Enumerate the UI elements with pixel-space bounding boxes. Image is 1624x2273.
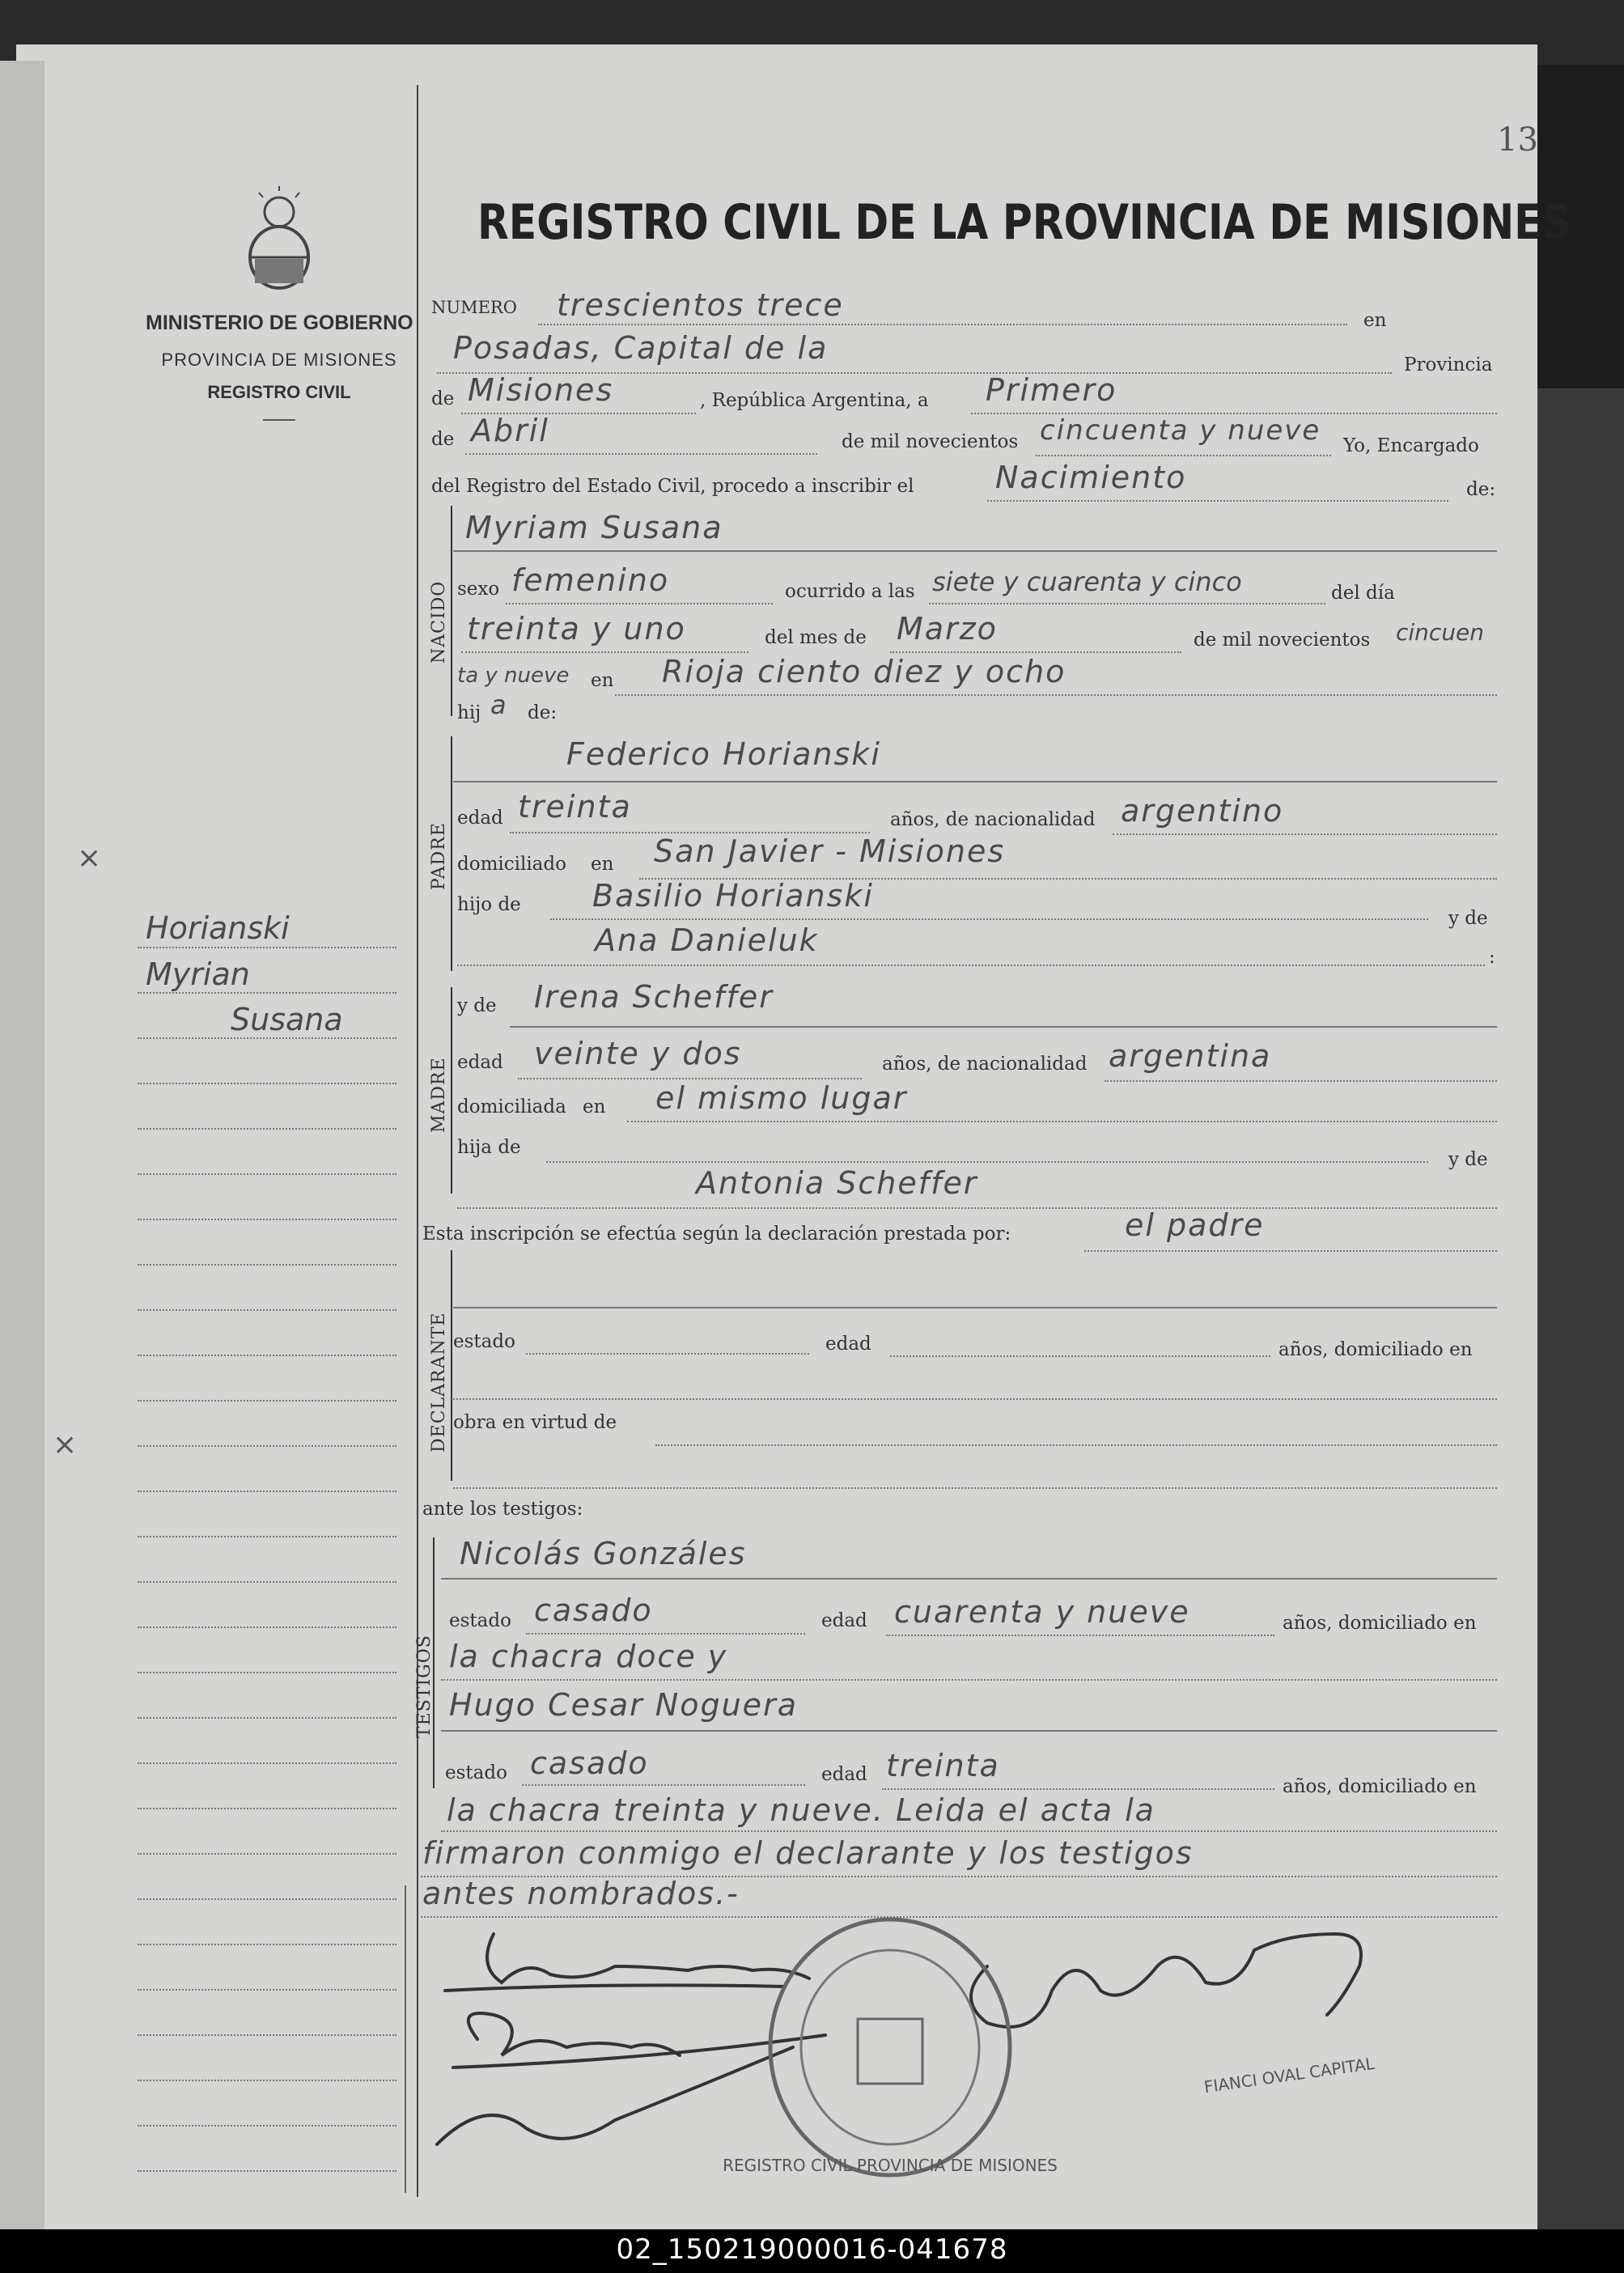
de-label-2: de: [431, 429, 455, 450]
mother-name-line: [510, 1026, 1497, 1028]
numero-value: trescientos trece: [557, 287, 844, 323]
declarante-name-line: [453, 1307, 1497, 1308]
child-name: Myriam Susana: [465, 510, 723, 545]
father-name: Federico Horianski: [566, 736, 881, 772]
hija-label-3: de:: [528, 702, 558, 723]
padre-bracket: [451, 736, 452, 971]
declarante-anios-label: años, domiciliado en: [1278, 1339, 1473, 1360]
en-label: en: [1363, 310, 1387, 331]
w2-edad-label: edad: [821, 1764, 867, 1785]
w1-estado-line: [526, 1633, 805, 1635]
witness1-name-line: [441, 1578, 1497, 1580]
declaracion-line: [1084, 1250, 1497, 1253]
coat-of-arms-icon: [235, 186, 324, 291]
margin-ruled-line: [138, 1445, 396, 1448]
margin-ruled-line: [138, 1355, 396, 1357]
hija-label-1: hij: [457, 702, 481, 723]
padre-nac-value: argentino: [1121, 793, 1284, 829]
sexo-label: sexo: [457, 579, 500, 600]
margin-note-middlename: Susana: [231, 1002, 343, 1037]
ministry-registry: REGISTRO CIVIL: [207, 382, 351, 402]
declarante-obra-line-2: [453, 1487, 1497, 1490]
father-mother-name: Ana Danieluk: [595, 922, 819, 958]
mes-value: Marzo: [897, 611, 998, 647]
madre-hija-line: [546, 1161, 1428, 1164]
father-name-line: [453, 781, 1497, 782]
closing-line-2: firmaron conmigo el declarante y los testigos: [422, 1835, 1194, 1871]
margin-ruled-line: [138, 1309, 396, 1312]
margin-ruled-line: [138, 1898, 396, 1901]
margin-ruled-line: [138, 1989, 396, 1991]
margin-ruled-line: [138, 947, 396, 949]
padre-edad-value: treinta: [518, 789, 632, 825]
margin-ruled-line: [138, 1128, 396, 1130]
madre-section-label: MADRE: [429, 1057, 449, 1133]
margin-ruled-line: [138, 2125, 396, 2127]
del-dia-label: del día: [1331, 583, 1395, 604]
declarante-section-label: DECLARANTE: [429, 1312, 449, 1452]
place-value: Posadas, Capital de la: [453, 330, 829, 366]
month-value: Abril: [471, 413, 549, 448]
encargado-label: Yo, Encargado: [1343, 435, 1479, 456]
numero-line: [538, 324, 1347, 326]
margin-ruled-line: [138, 1173, 396, 1176]
w1-edad: cuarenta y nueve: [894, 1594, 1190, 1630]
hora-value: siete y cuarenta y cinco: [932, 566, 1242, 597]
nacido-bracket: [451, 506, 452, 716]
child-name-line: [453, 550, 1497, 552]
lugar-en-label: en: [591, 670, 614, 691]
ocurrido-label: ocurrido a las: [785, 581, 915, 602]
declarante-edad-label: edad: [825, 1334, 871, 1355]
witness1-name: Nicolás Gonzáles: [460, 1536, 747, 1571]
margin-ruled-line: [138, 1717, 396, 1720]
padre-dom-en-label: en: [591, 854, 614, 875]
page-title: REGISTRO CIVIL DE LA PROVINCIA DE MISIONES: [477, 194, 1571, 251]
declarante-dom-line: [453, 1398, 1497, 1401]
act-line: [987, 500, 1448, 503]
madre-bracket: [451, 987, 452, 1194]
de-label-1: de: [431, 388, 455, 409]
ministry-title: MINISTERIO DE GOBIERNO: [146, 312, 413, 334]
margin-ruled-line: [138, 1400, 396, 1402]
province-value: Misiones: [468, 372, 614, 408]
testigos-intro: ante los testigos:: [422, 1499, 583, 1520]
margin-ruled-line: [138, 2080, 396, 2082]
year-line: [1036, 455, 1331, 457]
padre-colon: :: [1489, 947, 1495, 968]
year-label: de mil novecientos: [842, 431, 1019, 452]
footer-label: 02_150219000016-041678: [616, 2233, 1008, 2266]
padre-section-label: PADRE: [429, 822, 449, 890]
mother-mother-line: [457, 1207, 1497, 1210]
declarante-obra-line: [655, 1444, 1497, 1447]
margin-ruled-line: [138, 1853, 396, 1855]
day-value: Primero: [986, 372, 1117, 408]
father-father-name: Basilio Horianski: [592, 878, 874, 914]
w1-anios-label: años, domiciliado en: [1283, 1613, 1477, 1634]
declaracion-value: el padre: [1125, 1207, 1265, 1243]
padre-dom-value: San Javier - Misiones: [654, 833, 1006, 869]
w1-edad-line: [886, 1635, 1274, 1637]
margin-mark-2: ⨯: [53, 1428, 78, 1461]
year-value: cincuenta y nueve: [1040, 414, 1321, 447]
father-father-line: [550, 918, 1428, 921]
w2-estado-line: [522, 1784, 805, 1787]
hija-label-2: a: [490, 689, 508, 720]
padre-hijo-label: hijo de: [457, 894, 521, 915]
w2-estado: casado: [530, 1745, 649, 1781]
hora-line: [929, 603, 1325, 605]
act-value: Nacimiento: [995, 460, 1187, 495]
closing-line-3: antes nombrados.-: [422, 1876, 740, 1911]
margin-ruled-line: [138, 1581, 396, 1584]
madre-edad-value: veinte y dos: [534, 1036, 742, 1071]
margin-ruled-line: [138, 1672, 396, 1674]
padre-nac-line: [1113, 833, 1497, 836]
padre-nac-label: años, de nacionalidad: [890, 809, 1096, 830]
sexo-line: [506, 603, 773, 605]
adjacent-page-edge: [0, 61, 45, 2245]
witness2-name: Hugo Cesar Noguera: [449, 1687, 798, 1723]
madre-hija-label: hija de: [457, 1137, 521, 1158]
madre-nac-line: [1105, 1080, 1497, 1083]
de-colon-label: de:: [1466, 479, 1496, 500]
declarante-obra-label: obra en virtud de: [453, 1412, 617, 1433]
madre-dom-en-label: en: [583, 1096, 606, 1117]
margin-ruled-line: [138, 1808, 396, 1810]
w1-estado: casado: [534, 1592, 653, 1628]
lugar-line: [615, 694, 1497, 697]
padre-yde-label: y de: [1448, 908, 1488, 929]
w2-edad: treinta: [886, 1748, 1000, 1783]
w1-dom-line: [441, 1679, 1497, 1681]
lugar-value: Rioja ciento diez y ocho: [662, 654, 1066, 689]
margin-ruled-line: [138, 1037, 396, 1040]
margin-ruled-line: [138, 2170, 396, 2173]
padre-edad-label: edad: [457, 808, 503, 829]
closing-line-1: la chacra treinta y nueve. Leida el acta la: [447, 1792, 1155, 1828]
anio-value-1: cincuen: [1396, 619, 1485, 646]
margin-ruled-line: [138, 1762, 396, 1765]
w1-edad-label: edad: [821, 1610, 867, 1631]
father-mother-line: [457, 965, 1485, 967]
madre-dom-value: el mismo lugar: [655, 1080, 908, 1116]
sexo-value: femenino: [511, 562, 670, 598]
left-column-rule: [405, 1885, 406, 2193]
margin-ruled-line: [138, 1491, 396, 1493]
republica-label: , República Argentina, a: [700, 390, 929, 411]
margin-ruled-line: [138, 992, 396, 994]
provincia-label: Provincia: [1404, 354, 1493, 375]
declarante-bracket: [451, 1250, 452, 1481]
madre-yde2-label: y de: [1448, 1149, 1488, 1170]
margin-note-firstname: Myrian: [146, 956, 250, 992]
margin-rule: [417, 85, 418, 2197]
margin-ruled-line: [138, 1626, 396, 1629]
registro-label: del Registro del Estado Civil, procedo a inscribir el: [431, 476, 914, 497]
madre-edad-label: edad: [457, 1052, 503, 1073]
registry-stamp: [723, 1914, 1058, 2181]
margin-mark-1: ⨯: [77, 842, 102, 875]
page-number: 13: [1497, 121, 1538, 159]
margin-ruled-line: [138, 1536, 396, 1538]
w2-edad-line: [882, 1788, 1274, 1791]
ministry-underline: [263, 419, 295, 421]
right-shadow: [1537, 388, 1624, 2241]
dia-value: treinta y uno: [467, 611, 686, 647]
margin-ruled-line: [138, 2034, 396, 2037]
mother-mother-name: Antonia Scheffer: [696, 1165, 978, 1201]
mother-name: Irena Scheffer: [534, 979, 774, 1015]
madre-nac-value: argentina: [1109, 1038, 1272, 1074]
margin-ruled-line: [138, 1083, 396, 1085]
nacido-section-label: NACIDO: [429, 580, 449, 664]
margin-ruled-line: [138, 1944, 396, 1946]
madre-nac-label: años, de nacionalidad: [882, 1054, 1088, 1075]
w2-anios-label: años, domiciliado en: [1283, 1776, 1477, 1797]
madre-yde-label: y de: [457, 995, 497, 1016]
numero-label: NUMERO: [431, 298, 517, 317]
mes-label: del mes de: [765, 627, 867, 648]
closing-line-1-rule: [441, 1830, 1497, 1833]
declarante-estado-label: estado: [453, 1331, 515, 1352]
testigos-section-label: TESTIGOS: [414, 1635, 435, 1738]
witness2-name-line: [441, 1730, 1497, 1732]
w1-estado-label: estado: [449, 1610, 511, 1631]
declarante-edad-line: [890, 1355, 1270, 1358]
margin-ruled-line: [138, 1219, 396, 1221]
margin-note-surname: Horianski: [146, 910, 290, 946]
w2-estado-label: estado: [445, 1762, 507, 1783]
anio-value-2: ta y nueve: [457, 664, 570, 688]
anio-label: de mil novecientos: [1194, 630, 1371, 651]
madre-dom-line: [627, 1121, 1497, 1123]
madre-dom-label: domiciliada: [457, 1096, 566, 1117]
ministry-province: PROVINCIA DE MISIONES: [161, 350, 397, 370]
padre-dom-label: domiciliado: [457, 854, 566, 875]
month-line: [465, 453, 817, 456]
margin-ruled-line: [138, 1264, 396, 1266]
w1-dom: la chacra doce y: [449, 1639, 728, 1674]
declarante-estado-line: [526, 1353, 809, 1355]
declaracion-label: Esta inscripción se efectúa según la declaración prestada por:: [422, 1223, 1011, 1245]
oval-seal: FIANCI OVAL CAPITAL: [1202, 2053, 1376, 2097]
stamp-text: REGISTRO CIVIL PROVINCIA DE MISIONES: [723, 2156, 1058, 2175]
